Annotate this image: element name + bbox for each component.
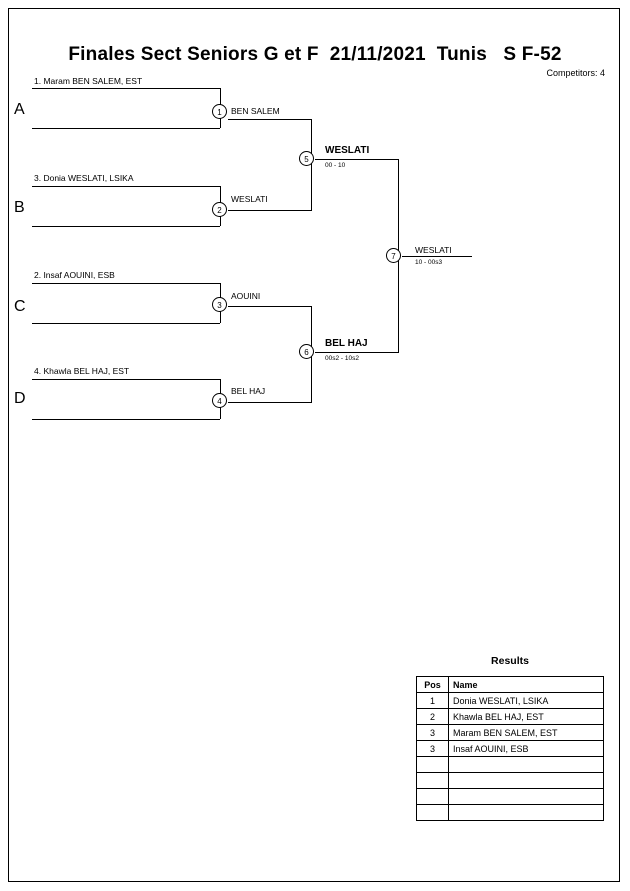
bracket-line-c-bottom: [32, 323, 220, 324]
match-node-1[interactable]: 1: [212, 104, 227, 119]
match-winner-3: AOUINI: [231, 291, 261, 301]
competitors-count: Competitors: 4: [546, 68, 605, 78]
bracket-line-c-top: [32, 283, 220, 284]
results-col-pos: Pos: [417, 677, 449, 693]
table-row: [417, 757, 604, 773]
results-pos: 2: [417, 709, 449, 725]
bracket-join-semi-top: [311, 119, 312, 210]
results-name: Insaf AOUINI, ESB: [449, 741, 604, 757]
results-name: [449, 757, 604, 773]
slot-label-d: D: [14, 390, 26, 407]
table-row: [417, 709, 604, 725]
results-pos: [417, 789, 449, 805]
match-node-6[interactable]: 6: [299, 344, 314, 359]
match-node-2[interactable]: 2: [212, 202, 227, 217]
results-name: Donia WESLATI, LSIKA: [449, 693, 604, 709]
match-winner-6: BEL HAJ: [325, 338, 368, 349]
entrant-c: 2. Insaf AOUINI, ESB: [34, 270, 115, 280]
results-pos: 1: [417, 693, 449, 709]
slot-label-c: C: [14, 298, 26, 315]
match-node-5[interactable]: 5: [299, 151, 314, 166]
table-row: [417, 741, 604, 757]
results-pos: 3: [417, 741, 449, 757]
match-node-3[interactable]: 3: [212, 297, 227, 312]
bracket-line-d-top: [32, 379, 220, 380]
results-col-name: Name: [449, 677, 604, 693]
results-pos: [417, 805, 449, 821]
results-title: Results: [491, 655, 529, 667]
results-name: [449, 773, 604, 789]
table-row: [417, 693, 604, 709]
bracket-line-b-bottom: [32, 226, 220, 227]
bracket-feed-7: [402, 256, 472, 257]
results-pos: [417, 757, 449, 773]
entrant-b: 3. Donia WESLATI, LSIKA: [34, 173, 134, 183]
results-name: Maram BEN SALEM, EST: [449, 725, 604, 741]
match-node-7[interactable]: 7: [386, 248, 401, 263]
results-name: [449, 805, 604, 821]
entrant-d: 4. Khawla BEL HAJ, EST: [34, 366, 130, 376]
table-row: [417, 773, 604, 789]
table-row: [417, 789, 604, 805]
table-row: [417, 725, 604, 741]
bracket-feed-3: [228, 306, 312, 307]
match-score-5: 00 - 10: [325, 162, 346, 169]
results-name: Khawla BEL HAJ, EST: [449, 709, 604, 725]
match-score-6: 00s2 - 10s2: [325, 355, 359, 362]
bracket-line-b-top: [32, 186, 220, 187]
bracket-feed-6: [315, 352, 399, 353]
bracket-line-d-bottom: [32, 419, 220, 420]
bracket-feed-5: [315, 159, 399, 160]
match-winner-1: BEN SALEM: [231, 106, 280, 116]
bracket-feed-4: [228, 402, 312, 403]
slot-label-b: B: [14, 199, 25, 216]
table-row: [417, 805, 604, 821]
results-pos: [417, 773, 449, 789]
bracket-line-a-top: [32, 88, 220, 89]
bracket-feed-2: [228, 210, 312, 211]
results-header-row: [417, 677, 604, 693]
bracket-feed-1: [228, 119, 312, 120]
match-winner-7: WESLATI: [415, 245, 452, 255]
slot-label-a: A: [14, 101, 25, 118]
match-winner-4: BEL HAJ: [231, 386, 266, 396]
match-node-4[interactable]: 4: [212, 393, 227, 408]
match-winner-2: WESLATI: [231, 194, 268, 204]
results-pos: 3: [417, 725, 449, 741]
results-table: [416, 676, 604, 821]
match-score-7: 10 - 00s3: [415, 259, 443, 266]
match-winner-5: WESLATI: [325, 145, 370, 156]
entrant-a: 1. Maram BEN SALEM, EST: [34, 76, 143, 86]
bracket-line-a-bottom: [32, 128, 220, 129]
results-name: [449, 789, 604, 805]
page-title: Finales Sect Seniors G et F 21/11/2021 Tunis S F-52: [68, 44, 562, 65]
